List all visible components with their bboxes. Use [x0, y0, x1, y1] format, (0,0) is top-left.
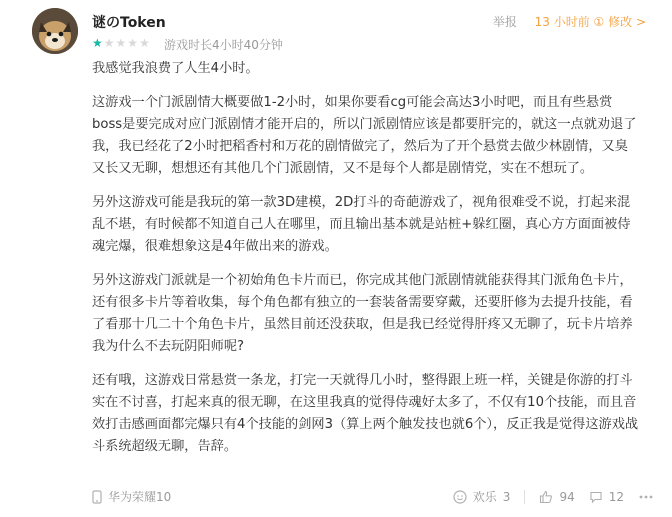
star-empty-icon: ★	[127, 36, 140, 50]
playtime: 游戏时长4小时40分钟	[164, 38, 283, 52]
review-meta	[493, 13, 646, 30]
review-footer	[92, 488, 662, 508]
fun-count: 3	[502, 489, 511, 504]
comment-button[interactable]	[589, 490, 624, 504]
star-filled-icon: ★	[92, 36, 104, 50]
device-name: 华为荣耀10	[108, 490, 172, 504]
more-button[interactable]	[638, 494, 654, 500]
review-paragraph: 还有哦，这游戏日常悬赏一条龙，打完一天就得几小时，整得跟上班一样，关键是你游的打斗实在不讨喜，打起来真的很无聊，在这里我真的觉得侍魂好太多了，不仅有10个技能，而且音效打击感画面都完爆只有4个技能的剑网3（算上两个触发技也就6个），反正我是觉得这游戏战斗系统超级无聊，告辞。	[92, 373, 639, 454]
fun-label: 欢乐	[472, 490, 497, 504]
comment-count: 12	[608, 489, 624, 504]
review-content	[92, 58, 640, 470]
review-paragraph: 另外这游戏可能是我玩的第一款3D建模，2D打斗的奇葩游戏了，视角很难受不说，打起来混乱不堪，有时候都不知道自己人在哪里，而且输出基本就是站桩+躲红圈，真心方方面面被侍魂完爆，很难想象这是4年做出来的游戏。	[92, 195, 631, 254]
rating-stars	[92, 36, 151, 50]
fun-button[interactable]	[453, 488, 511, 505]
username[interactable]: 谜のToken	[92, 15, 166, 31]
more-icon	[638, 494, 654, 500]
review-paragraph: 另外这游戏门派就是一个初始角色卡片而已，你完成其他门派剧情就能获得其门派角色卡片，还有很多卡片等着收集，每个角色都有独立的一套装备需要穿戴，还要肝修为去提升技能，看了看那十几二十个角色卡片，虽然目前还没获取，但是我已经觉得肝疼又无聊了，玩卡片培养我为什么不去玩阴阳师呢?	[92, 273, 633, 354]
smile-icon	[453, 490, 467, 504]
device-info	[92, 488, 171, 505]
star-empty-icon: ★	[103, 36, 116, 50]
avatar[interactable]	[32, 8, 78, 54]
phone-icon	[92, 490, 102, 504]
star-empty-icon: ★	[115, 36, 128, 50]
thumbs-up-count: 94	[559, 489, 575, 504]
thumbs-up-icon	[539, 490, 553, 504]
comment-icon	[589, 490, 603, 504]
time-modified-link[interactable]: 13 小时前 ① 修改 >	[534, 15, 646, 29]
divider	[524, 490, 525, 504]
review-paragraph: 我感觉我浪费了人生4小时。	[92, 61, 259, 76]
avatar-dog-image	[32, 8, 78, 54]
star-empty-icon: ★	[139, 36, 151, 50]
report-button[interactable]: 举报	[492, 15, 517, 29]
review-actions	[453, 488, 654, 505]
review-paragraph: 这游戏一个门派剧情大概要做1-2小时，如果你要看cg可能会高达3小时吧，而且有些悬赏boss是要完成对应门派剧情才能开启的，所以门派剧情应该是都要肝完的，就这一点就劝退了我，我已经花了2小时把稻香村和万花的剧情做完了，然后为了开个悬赏去做少林剧情，又臭又长又无聊，想想还有其他几个门派剧情，又不是每个人都是剧情党，实在不想玩了。	[92, 95, 637, 176]
thumbs-up-button[interactable]	[539, 490, 574, 504]
